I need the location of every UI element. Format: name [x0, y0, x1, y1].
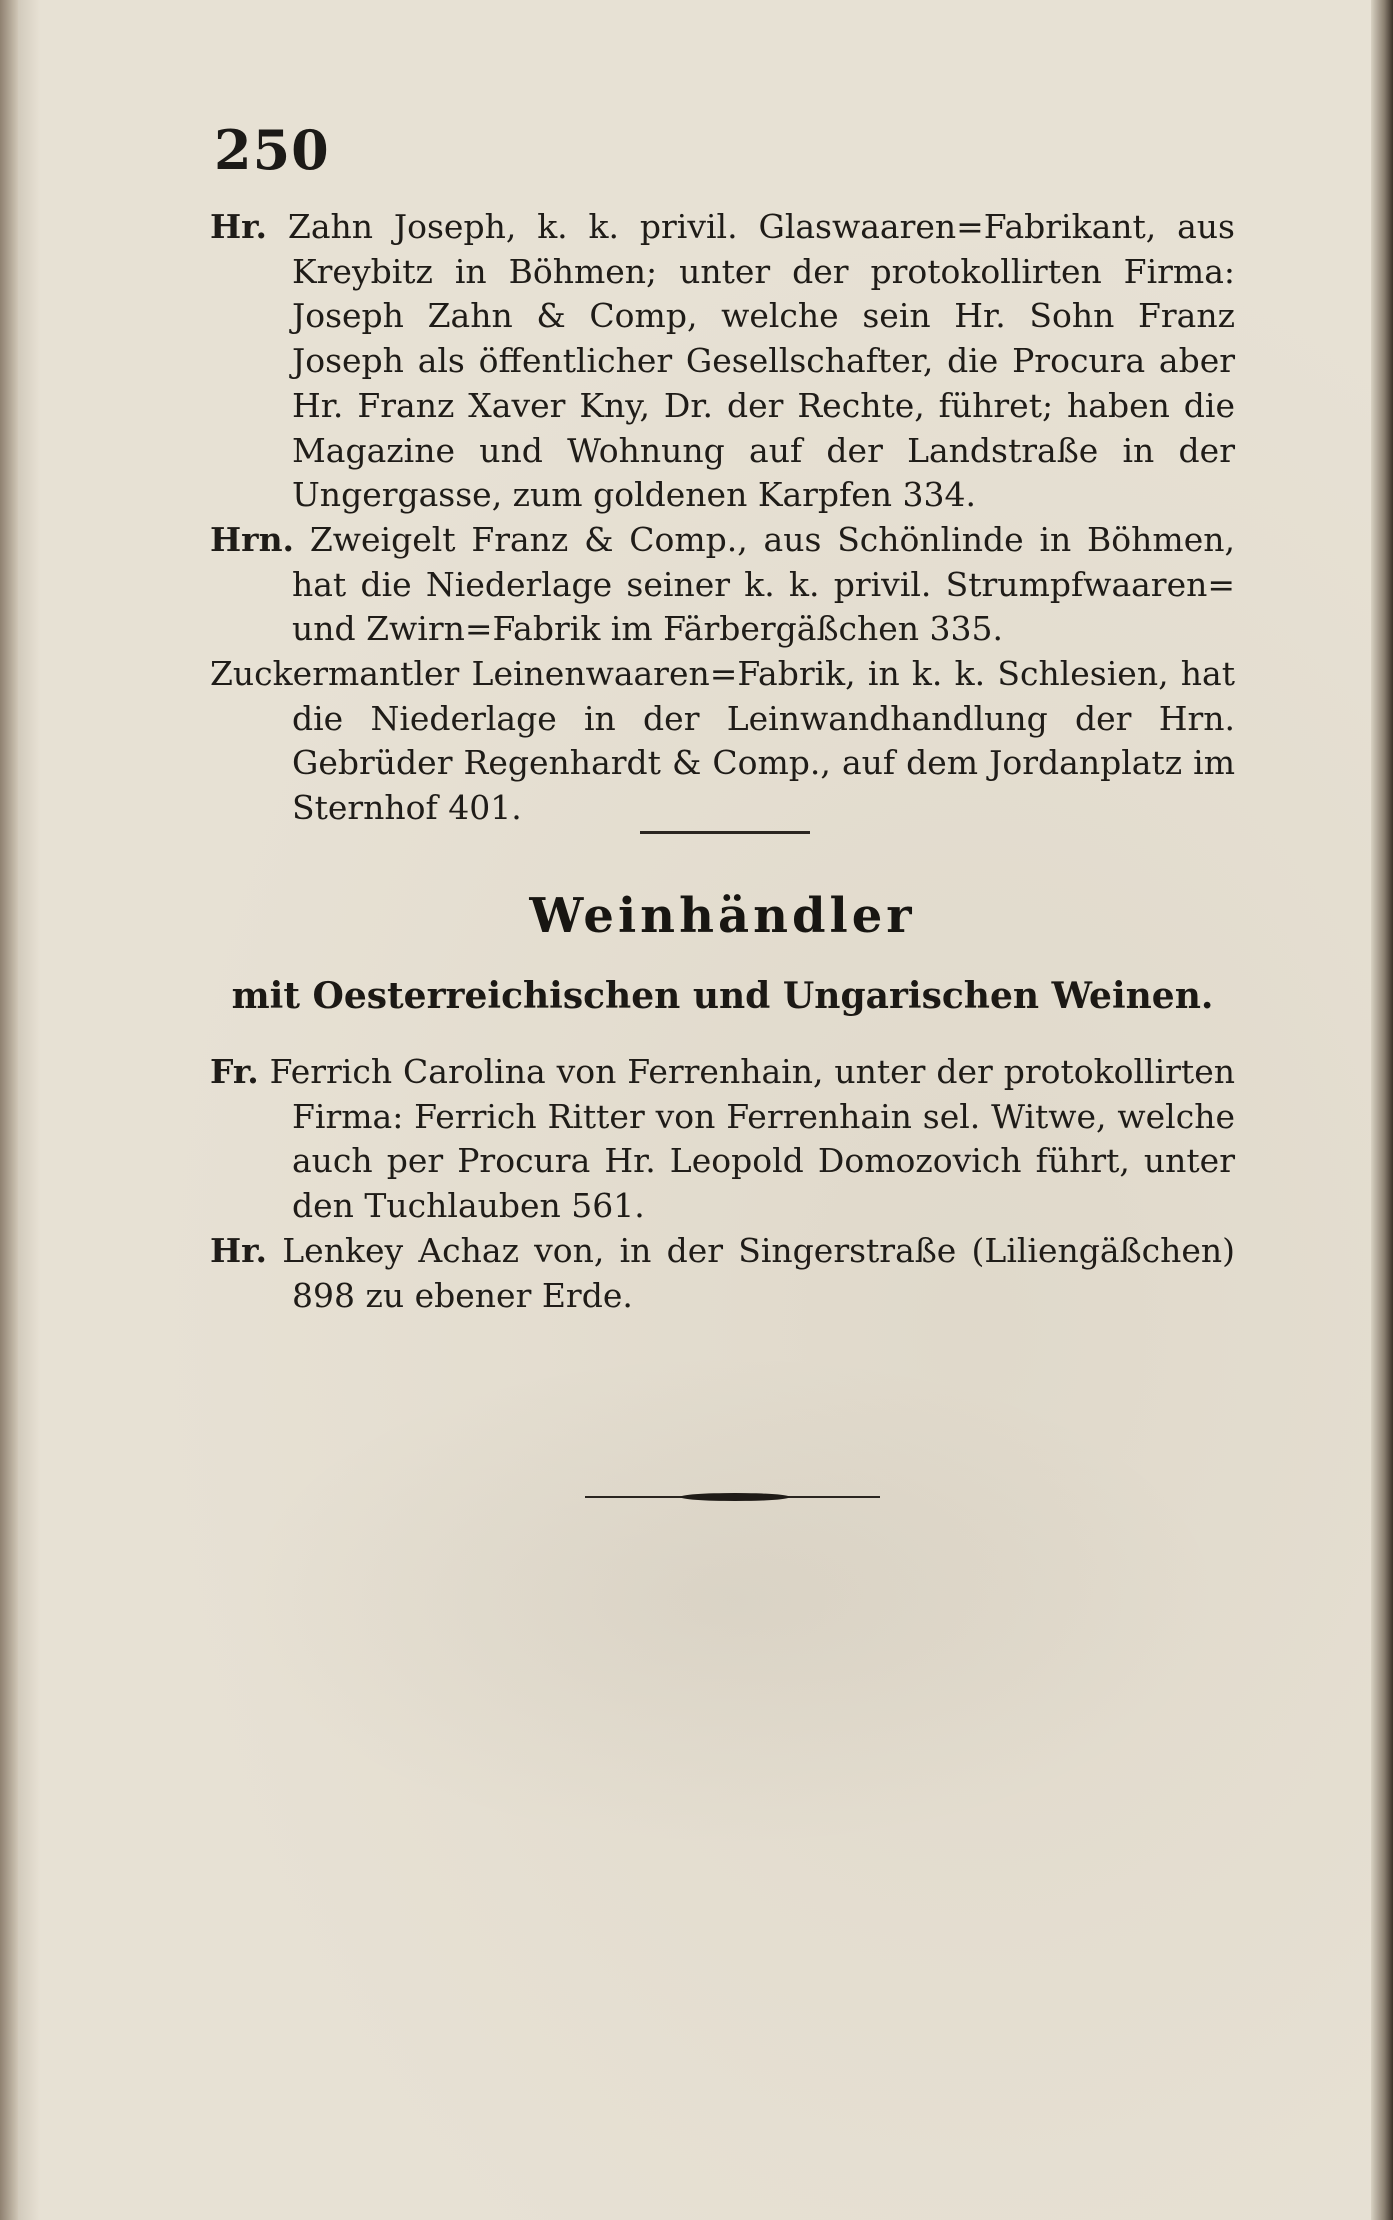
entry-text: Zahn Joseph, k. k. privil. Glaswaaren=Fabrikant, aus Kreybitz in Böhmen; unter der protokollirten Firma: Joseph Zahn & Comp, welche sein Hr. Sohn Franz Joseph als öffentlicher Gesellschafter, die Procura aber Hr. Franz Xaver Kny, Dr. der Rechte, führet; haben die Magazine und Wohnung auf der Landstraße in der Ungergasse, zum goldenen Karpfen 334. — [287, 207, 1235, 515]
entry-text: Zweigelt Franz & Comp., aus Schönlinde in Böhmen, hat die Niederlage seiner k. k. privil. Strumpfwaaren= und Zwirn=Fabrik im Färbergäßchen 335. — [292, 519, 1235, 649]
directory-entry — [210, 1050, 1235, 1229]
directory-entry — [210, 652, 1235, 831]
directory-entries-wine — [210, 1050, 1235, 1318]
directory-entry — [210, 518, 1235, 652]
ink-bleed-through — [230, 1350, 1230, 1850]
entry-prefix: Fr. — [210, 1052, 259, 1091]
directory-entry — [210, 1229, 1235, 1318]
section-subheading: mit Oesterreichischen und Ungarischen Weinen. — [231, 975, 1214, 1017]
entry-prefix: Hr. — [210, 207, 268, 246]
end-ornament-swell — [680, 1493, 790, 1501]
entry-prefix: Hrn. — [210, 519, 295, 559]
entry-text: Zuckermantler Leinenwaaren=Fabrik, in k. k. Schlesien, hat die Niederlage in der Leinwandhandlung der Hrn. Gebrüder Regenhardt & Comp., auf dem Jordanplatz im Sternhof 401. — [210, 654, 1235, 828]
page-number: 250 — [214, 118, 330, 182]
directory-entry — [210, 205, 1235, 518]
page-gutter-shadow — [0, 0, 18, 2220]
section-heading: Weinhändler — [529, 888, 916, 944]
section-divider — [640, 831, 810, 834]
directory-entries-top — [210, 205, 1235, 831]
entry-text: Ferrich Carolina von Ferrenhain, unter der protokollirten Firma: Ferrich Ritter von Ferrenhain sel. Witwe, welche auch per Procura Hr. Leopold Domozovich führt, unter den Tuchlauben 561. — [269, 1052, 1235, 1226]
entry-prefix: Hr. — [210, 1230, 268, 1270]
entry-text: Lenkey Achaz von, in der Singerstraße (Liliengäßchen) 898 zu ebener Erde. — [282, 1230, 1236, 1315]
page-edge — [1371, 0, 1393, 2220]
